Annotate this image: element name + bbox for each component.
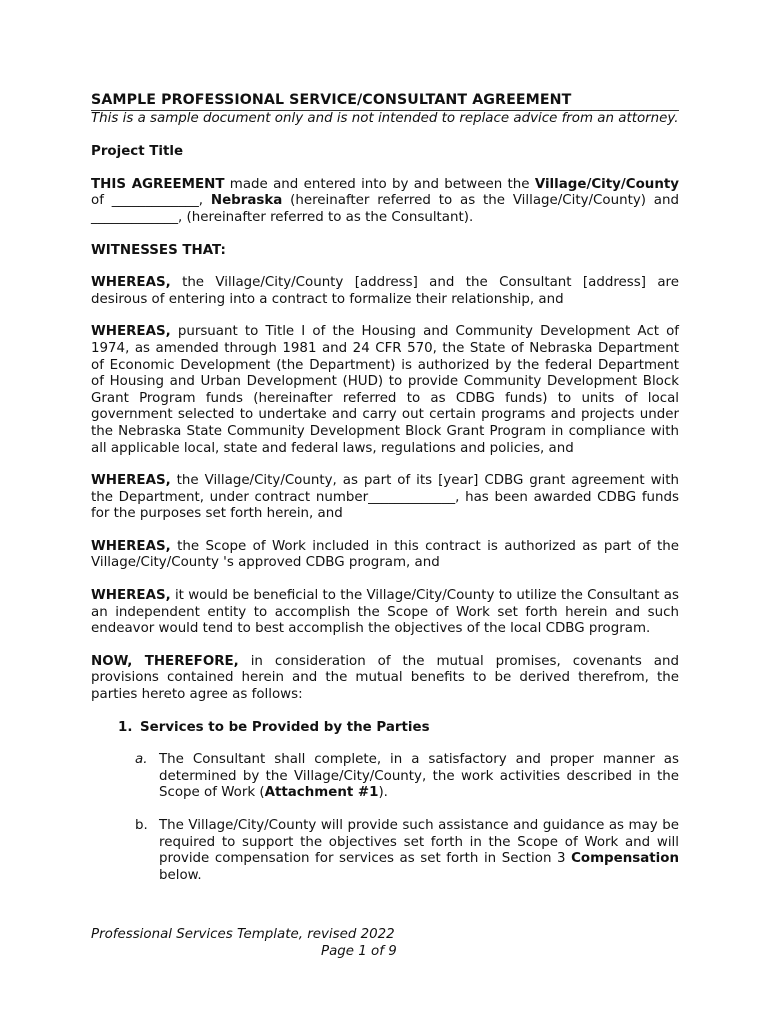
intro-party: Village/City/County [534,176,679,192]
whereas-label: WHEREAS, [91,538,171,554]
whereas-text: the Village/City/County [address] and the Consultant [address] are desirous of entering into a contract to formalize their relationship, and [91,275,679,307]
now-therefore-label: NOW, THEREFORE, [91,653,239,669]
now-therefore-paragraph [91,654,679,704]
intro-state: Nebraska [210,193,283,209]
disclaimer: This is a sample document only and is not intended to replace advice from an attorney. [91,110,679,126]
item-a-text-1: The Consultant shall complete, in a satisfactory and proper manner as determined by the Village/City/County, the work activities described in the Scope of Work ( [159,752,679,801]
list-item-label: a. [135,752,148,768]
document-page [91,92,679,884]
document-title: SAMPLE PROFESSIONAL SERVICE/CONSULTANT AGREEMENT [91,92,679,111]
whereas-paragraph [91,324,679,457]
intro-text-3: (hereinafter referred to as the Village/City/County) and _____________, (hereinafter referred to as the Consultant). [91,193,679,225]
whereas-label: WHEREAS, [91,473,171,489]
footer-template-note: Professional Services Template, revised 2022 [91,927,395,942]
whereas-text: pursuant to Title I of the Housing and Community Development Act of 1974, as amended through 1981 and 24 CFR 570, the State of Nebraska Department of Economic Development (the Department) is authorized by the federal Department of Housing and Urban Development (HUD) to provide Community Development Block Grant Program funds (hereinafter referred to as CDBG funds) to units of local government selected to undertake and carry out certain programs and projects under the Nebraska State Community Development Block Grant Program in compliance with all applicable local, state and federal laws, regulations and policies, and [91,324,679,456]
section-number: 1. [118,719,133,735]
now-therefore-text: in consideration of the mutual promises, covenants and provisions contained herein and the mutual benefits to be derived therefrom, the parties hereto agree as follows: [91,653,679,703]
list-item-text [159,818,679,884]
item-b-compensation: Compensation [571,851,679,867]
item-a-text-2: ). [378,785,388,801]
page-number: Page 1 of 9 [321,944,397,959]
item-b-text-1: The Village/City/County will provide such assistance and guidance as may be required to support the objectives set forth in the Scope of Work and will provide compensation for services as set forth in Section 3 [159,818,679,867]
whereas-paragraph [91,473,679,523]
item-b-text-2: below. [159,867,202,883]
whereas-text: the Village/City/County, as part of its [year] CDBG grant agreement with the Department, under contract number_____________, has been awarded CDBG funds for the purposes set forth herein, and [91,473,679,522]
page-footer [91,926,397,960]
whereas-paragraph [91,275,679,308]
intro-paragraph [91,177,679,227]
section-title: Services to be Provided by the Parties [140,719,430,735]
list-item-label: b. [135,818,148,833]
whereas-label: WHEREAS, [91,324,171,340]
item-a-attachment: Attachment #1 [264,785,379,801]
intro-text-1: made and entered into by and between the [224,176,535,192]
list-item [135,818,679,884]
witnesses-heading: WITNESSES THAT: [91,242,226,258]
project-title-heading: Project Title [91,144,184,160]
whereas-label: WHEREAS, [91,588,171,604]
list-item [135,752,679,802]
whereas-paragraph [91,588,679,638]
intro-lead: THIS AGREEMENT [91,176,225,192]
whereas-label: WHEREAS, [91,275,171,291]
section-heading [118,720,679,737]
whereas-text: the Scope of Work included in this contract is authorized as part of the Village/City/County 's approved CDBG program, and [91,538,679,571]
whereas-paragraph [91,539,679,572]
intro-text-2: of _____________, [91,193,211,209]
list-item-text [159,752,679,802]
whereas-text: it would be beneficial to the Village/City/County to utilize the Consultant as an independent entity to accomplish the Scope of Work set forth herein and such endeavor would tend to best accomplish the objectives of the local CDBG program. [91,588,679,637]
